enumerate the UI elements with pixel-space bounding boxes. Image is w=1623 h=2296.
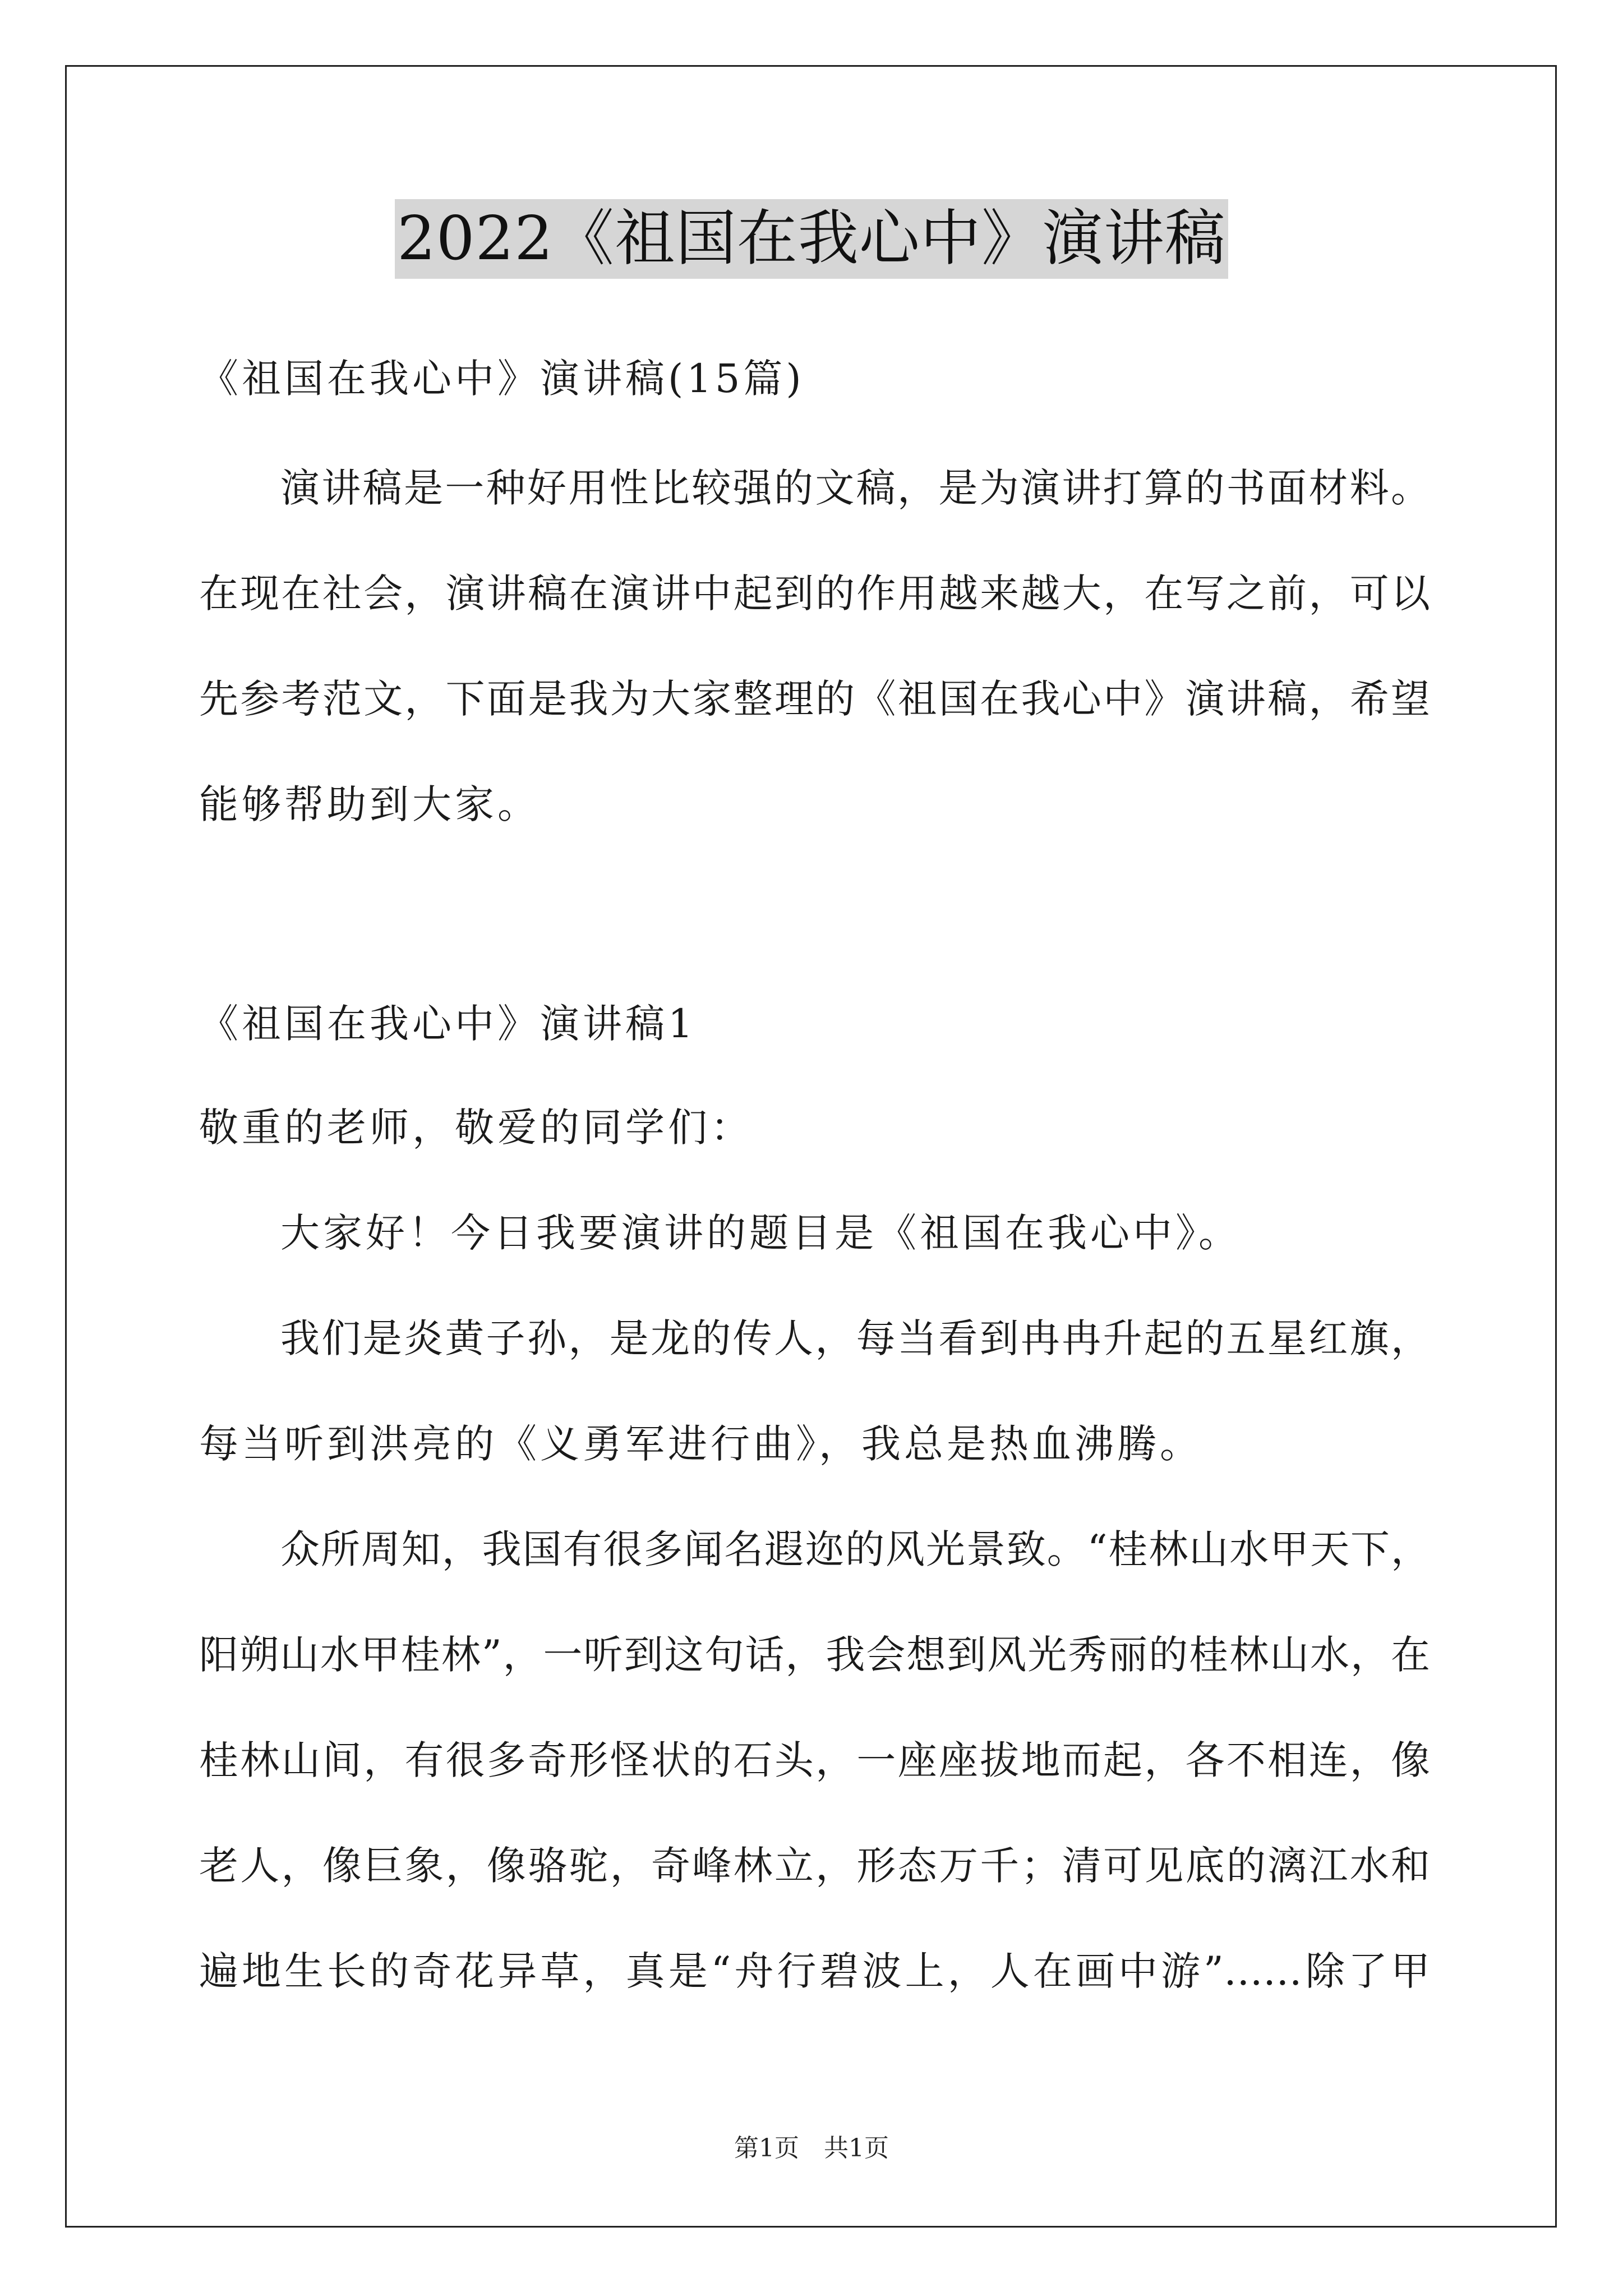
- subtitle: 《祖国在我心中》演讲稿(15篇): [199, 356, 805, 402]
- body-line-8: 遍地生长的奇花异草，真是“舟行碧波上，人在画中游”……除了甲: [199, 1948, 1430, 1994]
- intro-line-4: 能够帮助到大家。: [199, 781, 540, 827]
- intro-line-3: 先参考范文，下面是我为大家整理的《祖国在我心中》演讲稿，希望: [199, 676, 1430, 722]
- body-line-7: 老人，像巨象，像骆驼，奇峰林立，形态万千；清可见底的漓江水和: [199, 1843, 1430, 1889]
- body-line-1: 大家好！今日我要演讲的题目是《祖国在我心中》。: [280, 1210, 1241, 1256]
- body-line-4: 众所周知，我国有很多闻名遐迩的风光景致。“桂林山水甲天下，: [280, 1526, 1430, 1572]
- section-heading: 《祖国在我心中》演讲稿1: [199, 1001, 697, 1047]
- intro-line-1: 演讲稿是一种好用性比较强的文稿，是为演讲打算的书面材料。: [280, 465, 1430, 511]
- body-line-5: 阳朔山水甲桂林”，一听到这句话，我会想到风光秀丽的桂林山水，在: [199, 1632, 1430, 1678]
- body-line-3: 每当听到洪亮的《义勇军进行曲》，我总是热血沸腾。: [199, 1421, 1202, 1467]
- page-footer: 第1页 共1页: [734, 2134, 889, 2162]
- salutation: 敬重的老师，敬爱的同学们：: [199, 1105, 753, 1151]
- body-line-2: 我们是炎黄子孙，是龙的传人，每当看到冉冉升起的五星红旗，: [280, 1315, 1430, 1361]
- intro-line-2: 在现在社会，演讲稿在演讲中起到的作用越来越大，在写之前，可以: [199, 570, 1430, 616]
- document-title: 2022《祖国在我心中》演讲稿: [395, 199, 1228, 279]
- body-line-6: 桂林山间，有很多奇形怪状的石头，一座座拔地而起，各不相连，像: [199, 1737, 1430, 1783]
- title-container: [0, 199, 1623, 279]
